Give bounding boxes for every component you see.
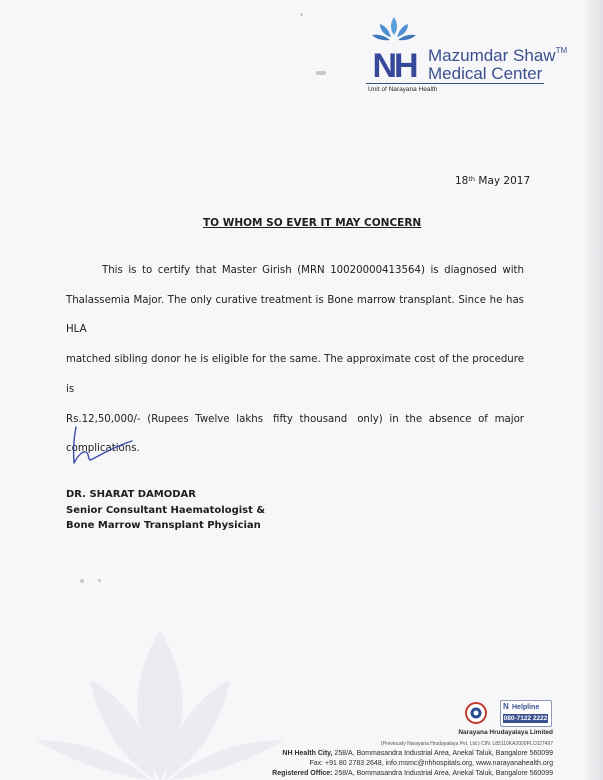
- body-line: Thalassemia Major. The only curative treatment is Bone marrow transplant. Since he has HLA: [66, 294, 524, 336]
- body-line: Rs.12,50,000/- (Rupees Twelve lakhs fifty thousand only) in the absence of major: [66, 413, 524, 425]
- brand-unit-text: Unit of Narayana Health: [368, 86, 438, 93]
- signer-block: [66, 487, 265, 534]
- footer: [153, 727, 553, 779]
- accreditation-seal-icon: [465, 702, 487, 724]
- brand-name-line2: Medical Center: [428, 64, 543, 83]
- paper-speck: [300, 13, 303, 16]
- body-line: matched sibling donor he is eligible for the same. The approximate cost of the procedure is: [66, 354, 524, 395]
- body-line: complications.: [66, 443, 140, 455]
- paper-speck: [80, 579, 84, 583]
- brand-name-line1: Mazumdar Shaw™: [428, 46, 568, 65]
- svg-text:N: N: [503, 702, 509, 709]
- footer-registered: Registered Office: 258/A, Bommasandra Industrial Area, Anekal Taluk, Bangalore 560099: [272, 770, 553, 777]
- handwritten-signature: [68, 425, 138, 470]
- body-line: This is to certify that Master Girish (MRN 10020000413564) is diagnosed with: [102, 265, 524, 276]
- svg-text:NH: NH: [372, 47, 416, 81]
- helpline-label: N Helpline: [503, 702, 540, 711]
- page-edge-shadow: [585, 0, 603, 780]
- letter-subject: TO WHOM SO EVER IT MAY CONCERN: [203, 217, 422, 229]
- brand-underline: [366, 83, 544, 84]
- footer-company: Narayana Hrudayalaya Limited: [458, 729, 553, 736]
- paper-smudge: [316, 71, 326, 75]
- signer-name: DR. SHARAT DAMODAR: [66, 489, 196, 500]
- nh-lotus-logo-icon: [366, 15, 422, 81]
- footer-address: NH Health City, 258/A, Bommasandra Industrial Area, Anekal Taluk, Bangalore 560099: [282, 750, 553, 757]
- signer-title: Bone Marrow Transplant Physician: [66, 520, 261, 531]
- helpline-number: 080-7122 2222: [503, 715, 548, 722]
- footer-previous: (Previously Narayana Hrudayalaya Pvt. Ltd.) CIN: L85110KA2000PLC027497: [381, 741, 553, 747]
- paper-speck: [98, 579, 101, 582]
- nh-mini-logo-icon: [503, 702, 512, 709]
- footer-contact: Fax: +91 80 2783 2648, info.msmc@nhhospitals.org, www.narayanahealth.org: [309, 760, 553, 767]
- signer-title: Senior Consultant Haematologist &: [66, 504, 266, 516]
- letter-date: 18th May 2017: [455, 175, 531, 187]
